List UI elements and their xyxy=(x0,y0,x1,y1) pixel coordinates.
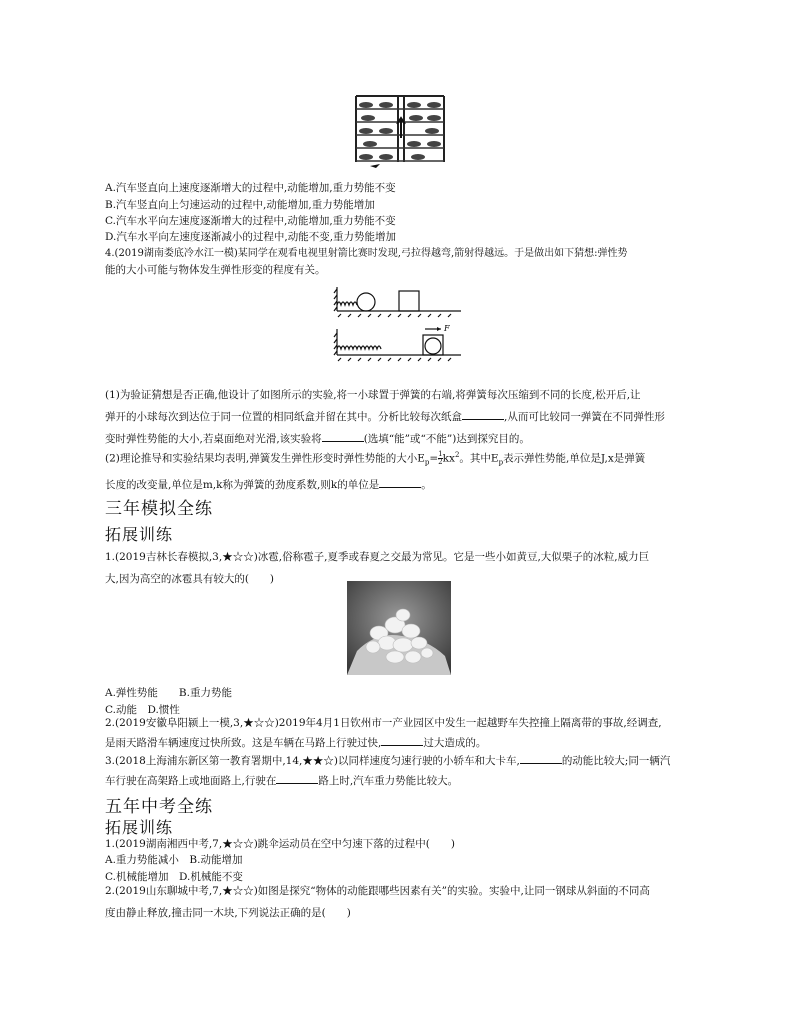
s1-q2-stem: 2.(2019安徽阜阳颍上一模,3,★☆☆)2019年4月1日钦州市一产业园区中发生一起越野车失控撞上隔离带的事故,经调查, 是雨天路滑车辆速度过快所致。这是车辆在马路上行驶过快, 过大造成的。 xyxy=(105,717,662,749)
hailstones-photo xyxy=(347,581,451,675)
parking-garage-figure xyxy=(352,92,448,168)
spring-experiment-figure xyxy=(333,285,463,365)
q4-part1: (1)为验证猜想是否正确,他设计了如图所示的实验,将一小球置于弹簧的右端,将弹簧每次压缩到不同的长度,松开后,让 弹开的小球每次到达位于同一位置的相同纸盒并留在其中。分析比较每次纸盒 ,从而可比较同一弹簧在不同弹性形 变时弹性势能的大小,若桌面绝对光滑,该实验将 (选填“能”或“不能”)达到探究目的。 xyxy=(105,389,665,445)
answer-blank[interactable] xyxy=(462,409,504,420)
s1-q3-stem: 3.(2018上海浦东新区第一教育署期中,14,★★☆)以同样速度匀速行驶的小轿车和大卡车, 的动能比较大;同一辆汽 车行驶在高架路上或地面路上,行驶在 路上时,汽车重力势能比较大。 xyxy=(105,755,671,787)
fraction: $\frac{1}{2}$ xyxy=(438,450,443,466)
q4-part2: (2)理论推导和实验结果均表明,弹簧发生弹性形变时弹性势能的大小$E_p=$ $\frac{1}{2}$ $kx^2$。其中$E_p$表示弹性势能,单位是J,x是弹簧 长度的改变量,单位是m,k称为弹簧的劲度系数,则k的单位是 。 xyxy=(105,450,646,491)
s2-q1-options-line1: A.重力势能减小 B.动能增加 xyxy=(105,854,243,866)
q3-option-a: A.汽车竖直向上速度逐渐增大的过程中,动能增加,重力势能不变 xyxy=(105,182,396,194)
section-subtitle: 拓展训练 xyxy=(105,818,174,837)
q3-option-d: D.汽车水平向左速度逐渐减小的过程中,动能不变,重力势能增加 xyxy=(105,231,397,243)
answer-blank[interactable] xyxy=(276,773,318,784)
s2-q2-stem: 2.(2019山东聊城中考,7,★☆☆)如图是探究“物体的动能跟哪些因素有关”的实验。实验中,让同一钢球从斜面的不同高 度由静止释放,撞击同一木块,下列说法正确的是( ) xyxy=(105,885,650,919)
s1-q1-options-line2: C.动能 D.惯性 xyxy=(105,704,180,716)
section-title-three-year: 三年模拟全练 xyxy=(105,499,213,519)
s2-q1-options-line2: C.机械能增加 D.机械能不变 xyxy=(105,871,243,883)
answer-blank[interactable] xyxy=(520,753,562,764)
answer-blank[interactable] xyxy=(379,477,421,488)
q4-stem-line1: 4.(2019湖南娄底冷水江一模)某同学在观看电视里射箭比赛时发现,弓拉得越弯,箭射得越远。于是做出如下猜想:弹性势 xyxy=(105,248,628,259)
q3-option-b: B.汽车竖直向上匀速运动的过程中,动能增加,重力势能增加 xyxy=(105,199,375,211)
s1-q1-options-line1: A.弹性势能 B.重力势能 xyxy=(105,687,232,699)
q3-option-c: C.汽车水平向左速度逐渐增大的过程中,动能增加,重力势能不变 xyxy=(105,215,396,227)
answer-blank[interactable] xyxy=(322,431,364,442)
section-title-five-year: 五年中考全练 xyxy=(105,797,213,817)
section-subtitle: 拓展训练 xyxy=(105,525,174,544)
force-label: F xyxy=(444,324,450,333)
s2-q1-stem: 1.(2019湖南湘西中考,7,★☆☆)跳伞运动员在空中匀速下落的过程中( ) xyxy=(105,838,455,850)
s1-q1-stem: 1.(2019吉林长春模拟,3,★☆☆)冰雹,俗称雹子,夏季或春夏之交最为常见。它是一些小如黄豆,大似栗子的冰粒,威力巨 大,因为高空的冰雹具有较大的( ) xyxy=(105,551,650,585)
q4-stem-line2: 能的大小可能与物体发生弹性形变的程度有关。 xyxy=(105,264,326,276)
answer-blank[interactable] xyxy=(381,735,423,746)
